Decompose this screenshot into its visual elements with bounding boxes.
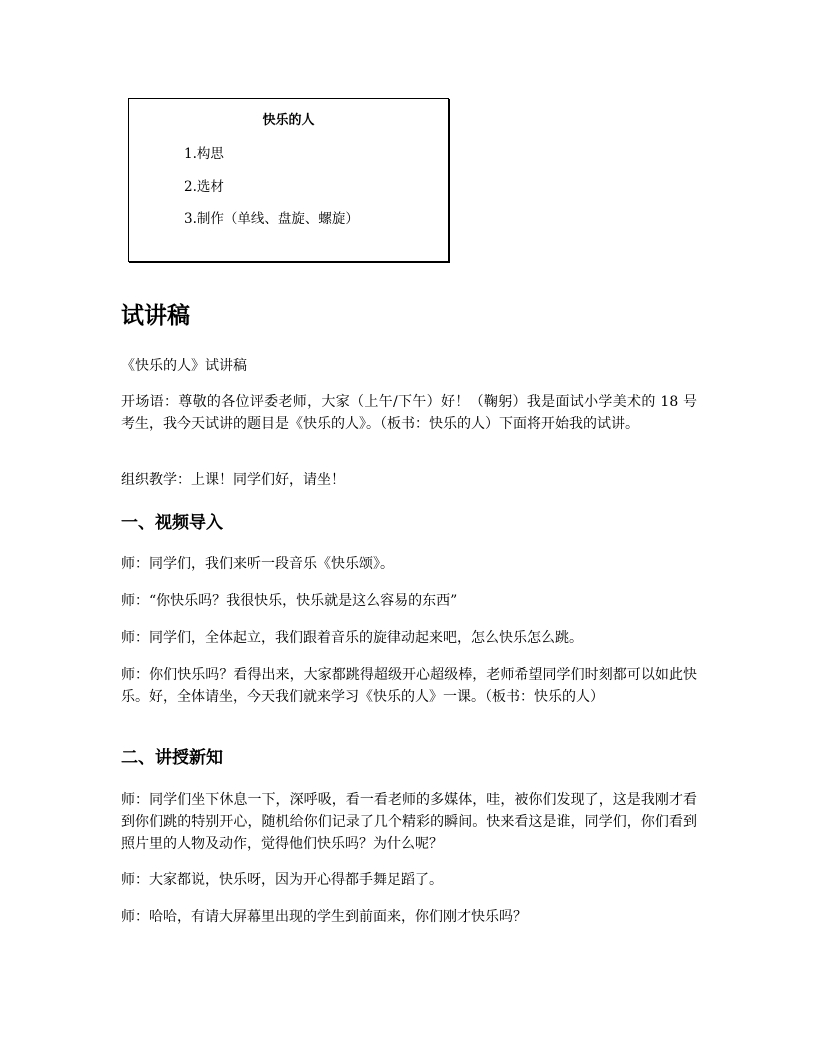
section2-paragraph-3: 师：哈哈，有请大屏幕里出现的学生到前面来，你们刚才快乐吗？ (121, 909, 527, 925)
section1-paragraph-4: 师：你们快乐吗？看得出来，大家都跳得超级开心超级棒，老师希望同学们时刻都可以如此快乐。好，全体请坐，今天我们就来学习《快乐的人》一课。（板书：快乐的人） (121, 667, 697, 705)
board-item-3: 3.制作（单线、盘旋、螺旋） (184, 211, 359, 227)
board-title: 快乐的人 (262, 113, 315, 128)
board-item-2: 2.选材 (184, 179, 224, 195)
organize-paragraph: 组织教学：上课！同学们好，请坐！ (121, 472, 345, 488)
section-heading-video-intro: 一、视频导入 (121, 513, 223, 533)
section1-paragraph-1: 师：同学们，我们来听一段音乐《快乐颂》。 (121, 556, 394, 572)
board-item-1: 1.构思 (184, 146, 224, 162)
document-title: 试讲稿 (121, 302, 190, 329)
section2-paragraph-1: 师：同学们坐下休息一下，深呼吸，看一看老师的多媒体，哇，被你们发现了，这是我刚才看到你们跳的特别开心，随机给你们记录了几个精彩的瞬间。快来看这是谁，同学们，你们看到照片里的人物及动作，觉得他们快乐吗？为什么呢？ (121, 792, 697, 852)
section2-paragraph-2: 师：大家都说，快乐呀，因为开心得都手舞足蹈了。 (121, 872, 443, 888)
blackboard-design-box (128, 98, 449, 262)
section-heading-new-knowledge: 二、讲授新知 (121, 748, 223, 768)
opening-paragraph: 开场语：尊敬的各位评委老师，大家（上午/下午）好！（鞠躬）我是面试小学美术的 18 号考生，我今天试讲的题目是《快乐的人》。（板书：快乐的人）下面将开始我的试讲。 (121, 394, 697, 432)
section1-paragraph-3: 师：同学们，全体起立，我们跟着音乐的旋律动起来吧，怎么快乐怎么跳。 (121, 630, 583, 646)
document-subtitle: 《快乐的人》试讲稿 (121, 358, 247, 374)
section1-paragraph-2: 师：“你快乐吗？我很快乐，快乐就是这么容易的东西” (121, 593, 458, 609)
